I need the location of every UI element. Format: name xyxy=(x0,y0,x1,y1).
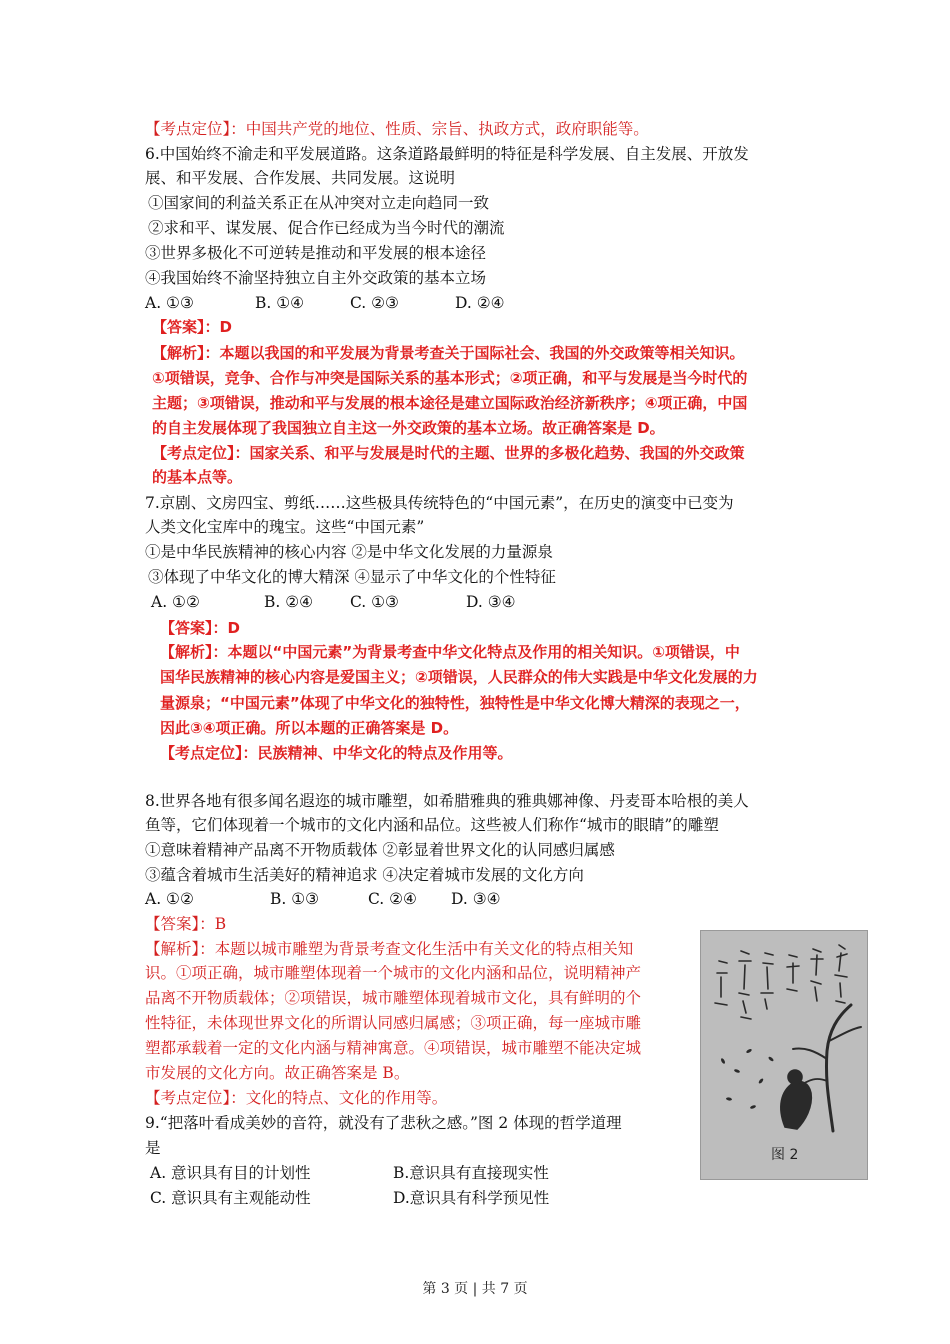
q7-option-d: D. ③④ xyxy=(466,593,516,611)
q9-option-b: B.意识具有直接现实性 xyxy=(393,1164,549,1182)
q7-stem-line1: 7.京剧、文房四宝、剪纸……这些极具传统特色的“中国元素”，在历史的演变中已变为 xyxy=(145,494,734,512)
q8-explanation-1: 【解析】：本题以城市雕塑为背景考查文化生活中有关文化的特点相关知 xyxy=(145,940,634,958)
q6-statement-2: ②求和平、谋发展、促合作已经成为当今时代的潮流 xyxy=(148,219,505,237)
q8-stem-line1: 8.世界各地有很多闻名遐迩的城市雕塑，如希腊雅典的雅典娜神像、丹麦哥本哈根的美人 xyxy=(145,792,749,810)
q7-statements-3-4: ③体现了中华文化的博大精深 ④显示了中华文化的个性特征 xyxy=(148,568,556,586)
q8-explanation-5: 塑都承载着一定的文化内涵与精神寓意。④项错误，城市雕塑不能决定城 xyxy=(145,1039,642,1057)
q6-stem-line1: 6.中国始终不渝走和平发展道路。这条道路最鲜明的特征是科学发展、自主发展、开放发 xyxy=(145,145,749,163)
q8-answer: 【答案】：B xyxy=(145,915,227,933)
q8-statements-1-2: ①意味着精神产品离不开物质载体 ②彰显着世界文化的认同感归属感 xyxy=(145,841,615,859)
q7-option-c: C. ①③ xyxy=(350,593,399,611)
q8-explanation-6: 市发展的文化方向。故正确答案是 B。 xyxy=(145,1064,410,1082)
q7-stem-line2: 人类文化宝库中的瑰宝。这些“中国元素” xyxy=(145,518,425,536)
q6-answer: 【答案】：D xyxy=(152,318,232,336)
q7-statements-1-2: ①是中华民族精神的核心内容 ②是中华文化发展的力量源泉 xyxy=(145,543,553,561)
q9-options-row2 xyxy=(150,1186,549,1210)
q6-explanation-2: ①项错误，竞争、合作与冲突是国际关系的基本形式；②项正确，和平与发展是当今时代的 xyxy=(152,369,748,387)
q7-options xyxy=(151,590,516,614)
q8-option-a: A. ①② xyxy=(145,890,194,908)
q8-statements-3-4: ③蕴含着城市生活美好的精神追求 ④决定着城市发展的文化方向 xyxy=(145,866,584,884)
q6-option-d: D. ②④ xyxy=(455,294,505,312)
q9-option-d: D.意识具有科学预见性 xyxy=(393,1189,550,1207)
q8-explanation-3: 品离不开物质载体；②项错误，城市雕塑体现着城市文化，具有鲜明的个 xyxy=(145,989,642,1007)
q6-option-a: A. ①③ xyxy=(145,294,194,312)
q7-explanation-3: 量源泉；“中国元素”体现了中华文化的独特性，独特性是中华文化博大精深的表现之一， xyxy=(160,694,750,712)
q6-option-c: C. ②③ xyxy=(350,294,399,312)
q7-explanation-4: 因此③④项正确。所以本题的正确答案是 D。 xyxy=(160,719,459,737)
q8-stem-line2: 鱼等，它们体现着一个城市的文化内涵和品位。这些被人们称作“城市的眼睛”的雕塑 xyxy=(145,816,719,834)
q6-option-b: B. ①④ xyxy=(255,294,305,312)
q6-explanation-1: 【解析】：本题以我国的和平发展为背景考查关于国际社会、我国的外交政策等相关知识。 xyxy=(152,344,745,362)
q8-explanation-4: 性特征，未体现世界文化的所谓认同感归属感；③项正确，每一座城市雕 xyxy=(145,1014,642,1032)
q6-options xyxy=(145,291,505,315)
q8-option-b: B. ①③ xyxy=(270,890,320,908)
q8-locate: 【考点定位】：文化的特点、文化的作用等。 xyxy=(145,1089,448,1107)
q5-locate: 【考点定位】：中国共产党的地位、性质、宗旨、执政方式，政府职能等。 xyxy=(145,120,649,138)
q6-statement-3: ③世界多极化不可逆转是推动和平发展的根本途径 xyxy=(145,244,487,262)
q6-statement-4: ④我国始终不渝坚持独立自主外交政策的基本立场 xyxy=(145,269,487,287)
ink-painting xyxy=(701,931,867,1141)
q6-locate-1: 【考点定位】：国家关系、和平与发展是时代的主题、世界的多极化趋势、我国的外交政策 xyxy=(152,444,745,462)
q9-option-a: A. 意识具有目的计划性 xyxy=(150,1164,311,1182)
q8-option-d: D. ③④ xyxy=(451,890,501,908)
q6-locate-2: 的基本点等。 xyxy=(152,468,243,486)
q7-explanation-1: 【解析】：本题以“中国元素”为背景考查中华文化特点及作用的相关知识。①项错误，中 xyxy=(160,643,740,661)
q6-explanation-3: 主题；③项错误，推动和平与发展的根本途径是建立国际政治经济新秩序；④项正确，中国 xyxy=(152,394,748,412)
q7-option-a: A. ①② xyxy=(151,593,200,611)
q7-answer: 【答案】：D xyxy=(160,619,240,637)
q9-option-c: C. 意识具有主观能动性 xyxy=(150,1189,311,1207)
figure-caption: 图 2 xyxy=(771,1147,799,1163)
q9-options-row1 xyxy=(150,1161,549,1185)
q6-explanation-4: 的自主发展体现了我国独立自主这一外交政策的基本立场。故正确答案是 D。 xyxy=(152,419,665,437)
q6-statement-1: ①国家间的利益关系正在从冲突对立走向趋同一致 xyxy=(148,194,490,212)
q8-options xyxy=(145,887,501,911)
q7-explanation-2: 国华民族精神的核心内容是爱国主义；②项错误，人民群众的伟大实践是中华文化发展的力 xyxy=(160,668,758,686)
q8-option-c: C. ②④ xyxy=(368,890,417,908)
q9-stem-line2: 是 xyxy=(145,1139,161,1157)
q9-stem-line1: 9.“把落叶看成美妙的音符，就没有了悲秋之感。”图 2 体现的哲学道理 xyxy=(145,1114,622,1132)
page-footer: 第 3 页 | 共 7 页 xyxy=(422,1281,528,1297)
q6-stem-line2: 展、和平发展、合作发展、共同发展。这说明 xyxy=(145,169,456,187)
figure-2-illustration xyxy=(700,930,868,1180)
q8-explanation-2: 识。①项正确，城市雕塑体现着一个城市的文化内涵和品位，说明精神产 xyxy=(145,964,642,982)
q7-locate: 【考点定位】：民族精神、中华文化的特点及作用等。 xyxy=(160,744,513,762)
q7-option-b: B. ②④ xyxy=(264,593,314,611)
